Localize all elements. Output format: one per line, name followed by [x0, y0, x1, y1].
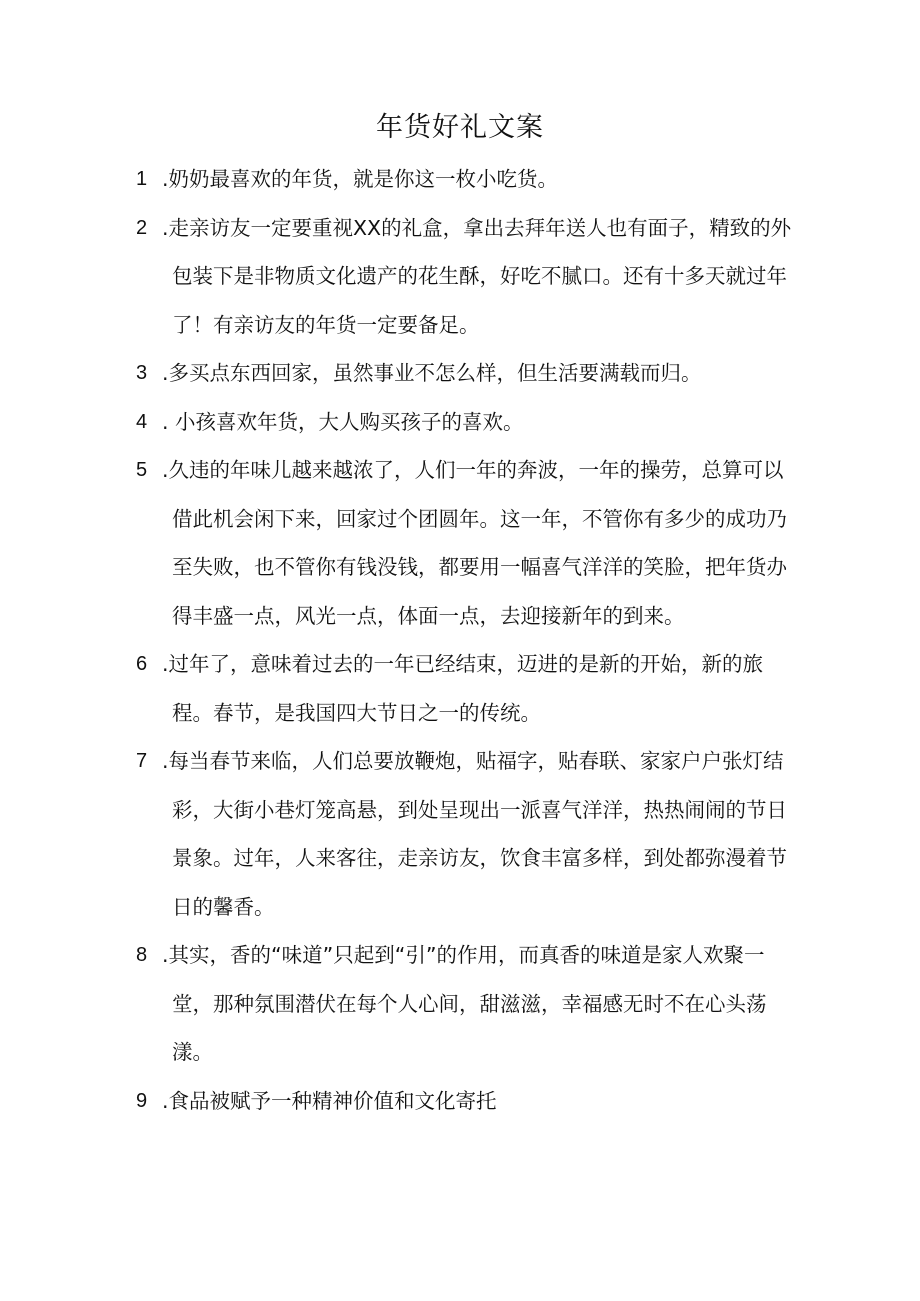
list-item — [0, 737, 920, 931]
list-item — [0, 640, 920, 737]
item-number: 6 — [136, 653, 148, 675]
document-title: 年货好礼文案 — [376, 112, 544, 143]
item-text: .多买点东西回家，虽然事业不怎么样，但生活要满载而归。 — [162, 361, 702, 385]
item-text: .久违的年味儿越来越浓了，人们一年的奔波，一年的操劳，总算可以借此机会闲下来，回家过个团圆年。这一年，不管你有多少的成功乃至失败，也不管你有钱没钱，都要用一幅喜气洋洋的笑脸，把年货办得丰盛一点，风光一点，体面一点，去迎接新年的到来。 — [162, 458, 787, 628]
list-item — [0, 931, 920, 1077]
item-number: 7 — [136, 750, 148, 772]
list-item — [0, 398, 920, 447]
item-number: 5 — [136, 459, 148, 481]
item-text: .其实，香的“味道”只起到“引”的作用，而真香的味道是家人欢聚一堂，那种氛围潜伏在每个人心间，甜滋滋，幸福感无时不在心头荡漾。 — [162, 943, 767, 1064]
list-item — [0, 349, 920, 398]
item-number: 1 — [136, 168, 148, 190]
list-item — [0, 446, 920, 640]
list-item — [0, 204, 920, 350]
item-text: .走亲访友一定要重视XX的礼盒，拿出去拜年送人也有面子，精致的外包装下是非物质文化遗产的花生酥，好吃不腻口。还有十多天就过年了！有亲访友的年货一定要备足。 — [162, 215, 792, 337]
item-number: 8 — [136, 944, 148, 966]
item-text: .每当春节来临，人们总要放鞭炮，贴福字，贴春联、家家户户张灯结彩，大街小巷灯笼高悬，到处呈现出一派喜气洋洋，热热闹闹的节日景象。过年，人来客往，走亲访友，饮食丰富多样，到处都弥漫着节日的馨香。 — [162, 749, 787, 919]
item-text: .食品被赋予一种精神价值和文化寄托 — [162, 1088, 497, 1113]
item-text: . 小孩喜欢年货，大人购买孩子的喜欢。 — [162, 409, 524, 434]
item-number: 3 — [136, 362, 148, 384]
copy-list — [0, 155, 920, 1125]
item-text: .奶奶最喜欢的年货，就是你这一枚小吃货。 — [162, 167, 559, 191]
list-item — [0, 155, 920, 204]
item-number: 9 — [136, 1089, 148, 1112]
item-number: 2 — [136, 216, 148, 239]
item-number: 4 — [136, 410, 148, 433]
item-text: .过年了，意味着过去的一年已经结束，迈进的是新的开始，新的旅程。春节，是我国四大节日之一的传统。 — [162, 652, 764, 725]
list-item — [0, 1077, 920, 1126]
